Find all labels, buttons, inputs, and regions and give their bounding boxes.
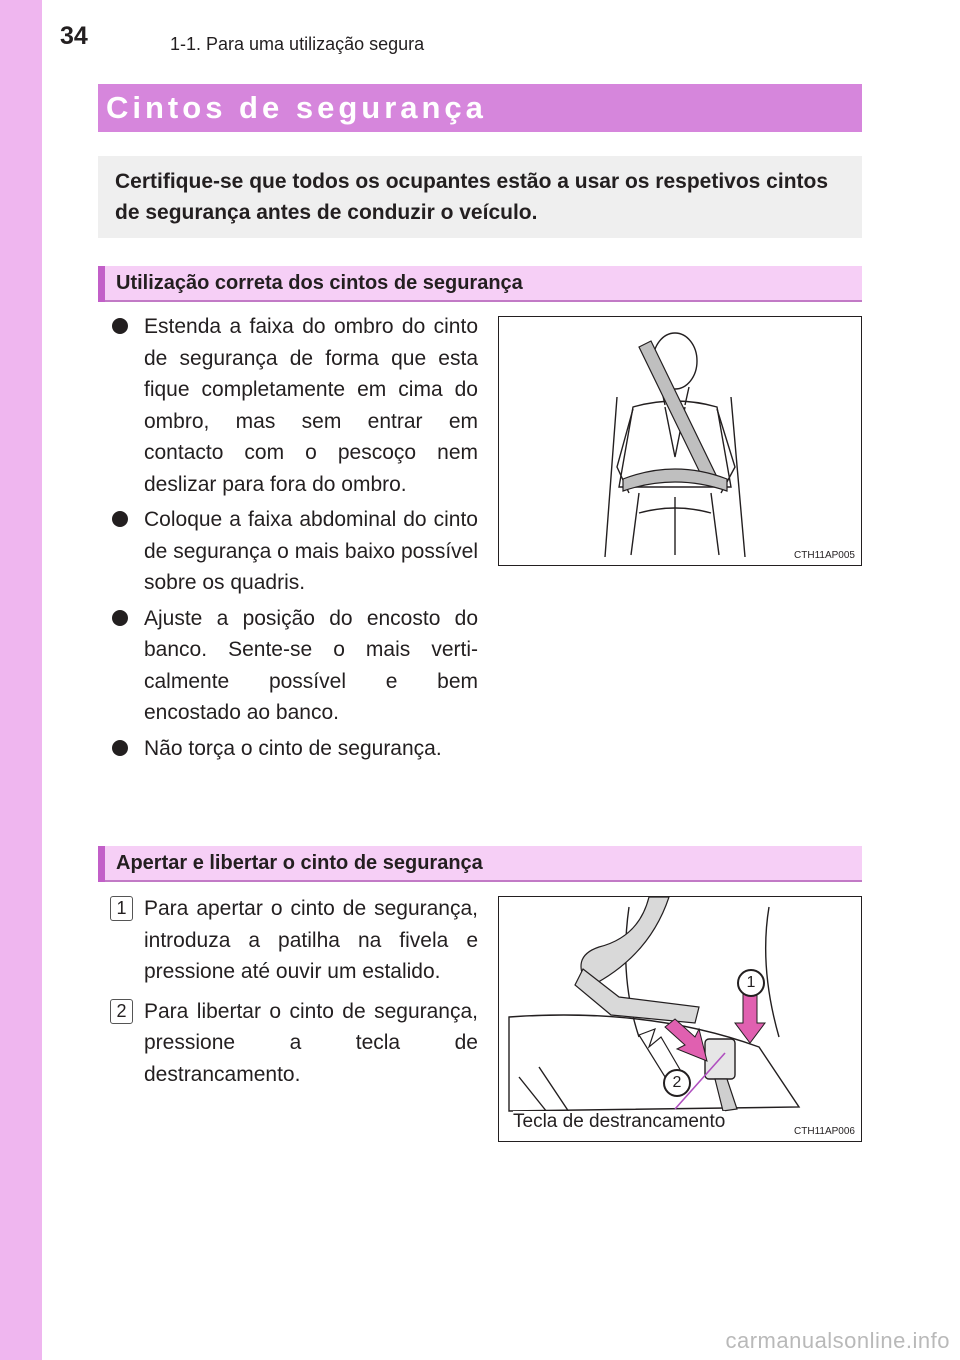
figure-code: CTH11AP005	[794, 550, 855, 561]
buckle-illustration	[499, 897, 861, 1141]
bullet-dot-icon	[112, 610, 128, 626]
section-heading-text: Utilização correta dos cintos de segurança	[116, 272, 523, 294]
intro-box	[98, 156, 862, 238]
seated-person-figure	[498, 316, 862, 566]
step-text: Para apertar o cinto de segurança, introduza a patilha na fivela e pressione até ouvir um estalido.	[144, 897, 478, 983]
section-heading-text: Apertar e libertar o cinto de segurança	[116, 852, 483, 874]
step-number-icon: 1	[110, 896, 133, 921]
bullet-item	[112, 733, 478, 765]
step-item	[112, 996, 478, 1091]
bullet-item	[112, 504, 478, 599]
bullet-item	[112, 311, 478, 500]
bullet-text: Ajuste a posição do encosto do banco. Sente-se o mais verticalmente possível e bem encostado ao banco.	[144, 606, 478, 724]
section-heading-correct-use	[98, 266, 862, 302]
step-list	[112, 893, 478, 1098]
intro-text: Certifique-se que todos os ocupantes estão a usar os respetivos cintos de segurança antes de conduzir o veículo.	[115, 170, 829, 224]
seated-person-illustration	[499, 317, 861, 565]
figure-code: CTH11AP006	[794, 1126, 855, 1137]
page-title: Cintos de segurança	[106, 90, 487, 125]
bullet-item	[112, 603, 478, 729]
step-number-icon: 2	[110, 999, 133, 1024]
callout-1-icon: 1	[737, 969, 765, 997]
bullet-text: Coloque a faixa abdominal do cinto de segurança o mais baixo possível sobre os quadris.	[144, 508, 478, 594]
callout-2-icon: 2	[663, 1069, 691, 1097]
bullet-dot-icon	[112, 740, 128, 756]
step-text: Para libertar o cinto de segurança, pressione a tecla de destrancamento.	[144, 999, 478, 1086]
bullet-text: Não torça o cinto de segurança.	[144, 736, 442, 760]
bullet-text: Estenda a faixa do ombro do cinto de segurança de forma que esta fique completamente em cima do ombro, mas sem entrar em contacto com o pescoço nem deslizar para fora do ombro.	[144, 315, 478, 496]
section-heading-fasten-release	[98, 846, 862, 882]
running-header: 1-1. Para uma utilização segura	[170, 34, 425, 54]
side-color-strip	[0, 0, 42, 1360]
bullet-dot-icon	[112, 511, 128, 527]
watermark: carmanualsonline.info	[725, 1328, 950, 1353]
figure-label: Tecla de destrancamento	[513, 1111, 726, 1132]
title-bar	[98, 84, 862, 132]
bullet-dot-icon	[112, 318, 128, 334]
page-number: 34	[60, 22, 88, 50]
buckle-figure	[498, 896, 862, 1142]
bullet-list	[112, 311, 478, 768]
step-item	[112, 893, 478, 988]
